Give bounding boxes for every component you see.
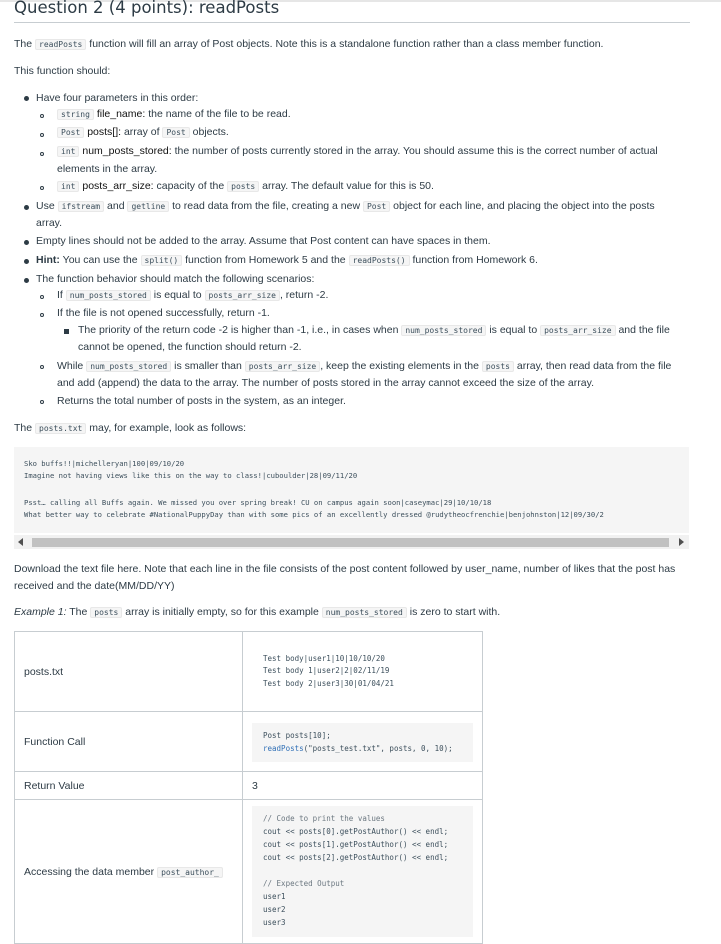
inline-code: readPosts [35,39,86,50]
scenario-3-cont: and add (append) the data to the array. The number of posts stored in the array cannot exceed the size of the array. [57,377,594,389]
circle-dot [40,114,44,118]
code-line: user3 [263,918,286,927]
text: is zero to start with. [406,606,501,618]
text: Use [36,200,58,212]
text: , return -2. [279,289,329,301]
intro-text: The [14,38,36,50]
text: and [104,200,128,212]
code-line: Imagine not having views like this on the way to class!|cuboulder|28|09/11/20 [24,471,358,480]
example-table [14,631,483,944]
scenario-1 [57,289,328,301]
intro-paragraph [14,38,603,50]
inline-code: posts [227,181,259,192]
should-heading: This function should: [14,65,111,77]
table-label [15,800,243,944]
bullet-dot [24,278,29,283]
inline-code: string [57,109,94,120]
param-name: posts_arr_size: [82,180,154,192]
text: is equal to [486,324,541,336]
text: function from Homework 6. [409,254,538,266]
param-posts [57,126,229,138]
code-line: What better way to celebrate #NationalPuppyDay than with some pics of an excellently dressed @rudytheocfrenchie|benjohnston|12|09/30/2 [24,510,604,519]
return-value: 3 [243,772,483,800]
text: is smaller than [171,360,245,372]
inline-code: Post [363,201,390,212]
horizontal-scrollbar[interactable] [14,535,689,549]
table-row [15,772,483,800]
inline-code: posts.txt [35,423,86,434]
text: to read data from the file, creating a new [169,200,363,212]
code-line: cout << posts[0].getPostAuthor() << endl; [263,827,449,836]
scroll-right-icon[interactable] [679,538,684,546]
text: , keep the existing elements in the [320,360,482,372]
bullet-params: Have four parameters in this order: [36,92,199,104]
code-comment: // Expected Output [263,879,345,888]
param-desc: the number of posts currently stored in the array. You should assume this is the correct number of actual [171,145,658,157]
code-line: Sko buffs!!|michelleryan|100|09/10/20 [24,459,185,468]
param-desc-cont: elements in the array. [57,163,158,175]
param-name: file_name: [96,108,146,120]
table-label: Return Value [15,772,243,800]
code-line [263,864,462,877]
bullet-dot [24,96,29,101]
text: The priority of the return code -2 is higher than -1, i.e., in cases when [78,324,402,336]
example-label: Example 1: [14,606,67,618]
posts-txt-code-block [14,447,689,533]
intro-text-2: function will fill an array of Post objects. Note this is a standalone function rather than a class member function. [86,38,604,50]
text: If [57,289,66,301]
table-row [15,632,483,712]
code-box [252,723,473,762]
param-num-posts-stored [57,145,658,157]
page-title: Question 2 (4 points): readPosts [14,0,280,17]
inline-code: posts [90,607,122,618]
inline-code: split() [141,255,183,266]
text: The [14,422,36,434]
code-line: user1 [263,892,286,901]
scenario-4: Returns the total number of posts in the system, as an integer. [57,395,346,407]
scenario-2-priority [78,324,670,336]
text: array is initially empty, so for this example [122,606,322,618]
example-1-intro [14,606,500,618]
code-line: Test body 2|user3|30|01/04/21 [263,678,394,688]
text: is equal to [150,289,205,301]
text: The [66,606,91,618]
table-label: Function Call [15,712,243,772]
bullet-behavior: The function behavior should match the following scenarios: [36,273,315,285]
inline-code: num_posts_stored [401,325,486,336]
code-line: Psst… calling all Buffs again. We missed you over spring break! CU on campus again soon|caseymac|29|10/10/18 [24,498,492,507]
circle-dot [40,365,44,369]
code-line: Test body|user1|10|10/10/20 [263,653,385,663]
inline-code: posts_arr_size [205,290,280,301]
function-name: readPosts [263,743,304,753]
text: Accessing the data member [24,865,158,878]
code-line [263,743,462,756]
scenario-2-priority-cont: cannot be opened, the function should return -2. [78,341,302,353]
code-box [252,806,473,937]
inline-code: post_author_ [157,867,223,878]
inline-code: int [57,146,79,157]
text: array, then read data from the file [514,360,672,372]
inline-code: Post [162,127,189,138]
circle-dot [40,133,44,137]
param-file-name [57,108,291,120]
text: function from Homework 5 and the [182,254,349,266]
table-cell [243,800,483,944]
download-link[interactable]: here [117,563,139,575]
text: may, for example, look as follows: [86,422,247,434]
code-line: user2 [263,905,286,914]
title-divider [14,22,690,23]
circle-dot [40,313,44,317]
text: You can use the [59,254,141,266]
code-comment: // Code to print the values [263,814,385,823]
table-cell [243,712,483,772]
code-line: cout << posts[2].getPostAuthor() << endl; [263,853,449,862]
param-desc-2: objects. [189,126,229,138]
text: Download the text file [14,563,118,575]
download-paragraph [14,563,675,575]
circle-dot [40,400,44,404]
inline-code: readPosts() [349,255,410,266]
param-desc: array of [121,126,163,138]
bullet-ifstream [36,200,655,212]
text: and the file [615,324,670,336]
inline-code: posts_arr_size [540,325,615,336]
param-desc: capacity of the [153,180,228,192]
code-line: Test body 1|user2|2|02/11/19 [263,666,390,676]
download-paragraph-cont: received and the date(MM/DD/YY) [14,580,175,592]
table-row [15,800,483,944]
param-name: num_posts_stored: [82,145,172,157]
scrollbar-thumb[interactable] [32,538,669,547]
example-intro [14,422,246,434]
code-line: Post posts[10]; [263,731,331,740]
bullet-dot [24,240,29,245]
param-posts-arr-size [57,180,434,192]
text: object for each line, and placing the object into the posts [390,200,655,212]
text: While [57,360,87,372]
param-desc: the name of the file to be read. [145,108,291,120]
bullet-ifstream-cont: array. [36,217,63,229]
circle-dot [40,152,44,156]
bullet-empty-lines: Empty lines should not be added to the array. Assume that Post content can have spaces in them. [36,235,491,247]
table-label: posts.txt [15,632,243,712]
scenario-3 [57,360,671,372]
inline-code: num_posts_stored [322,607,407,618]
inline-code: ifstream [58,201,105,212]
bullet-dot [24,259,29,264]
table-cell [243,632,483,712]
square-dot [64,329,69,334]
code-line: cout << posts[1].getPostAuthor() << endl; [263,840,449,849]
circle-dot [40,186,44,190]
inline-code: posts [482,361,514,372]
inline-code: posts_arr_size [245,361,320,372]
text: . Note that each line in the file consists of the post content followed by user_name, number of likes that the post has [138,563,676,575]
param-name: posts[]: [87,126,122,138]
inline-code: Post [57,127,84,138]
inline-code: int [57,181,79,192]
scenario-2: If the file is not opened successfully, return -1. [57,307,270,319]
inline-code: num_posts_stored [66,290,151,301]
param-desc-2: array. The default value for this is 50. [259,180,434,192]
code-box [252,647,473,697]
inline-code: getline [127,201,169,212]
table-row [15,712,483,772]
circle-dot [40,295,44,299]
inline-code: num_posts_stored [86,361,171,372]
hint-label: Hint: [36,254,60,266]
bullet-hint [36,254,538,266]
scroll-left-icon[interactable] [18,538,23,546]
function-args: ("posts_test.txt", posts, 0, 10); [303,743,453,753]
bullet-dot [24,205,29,210]
